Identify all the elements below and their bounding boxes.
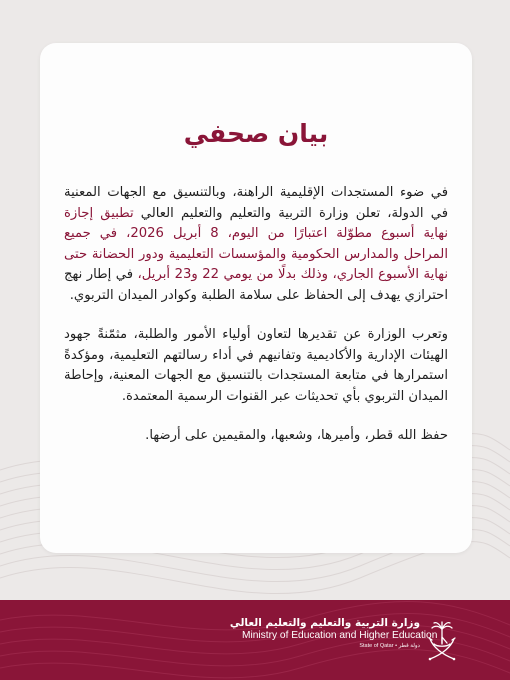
state-label: State of Qatar • دولة قطر	[359, 643, 420, 649]
paragraph-1-intro: في ضوء المستجدات الإقليمية الراهنة، وبالتنسيق مع الجهات المعنية في الدولة، تعلن وزارة التربية والتعليم والتعليم العالي	[64, 185, 448, 221]
paragraph-1-outro: في إطار نهج احترازي يهدف إلى الحفاظ على سلامة الطلبة وكوادر الميدان التربوي.	[64, 267, 448, 303]
qatar-emblem-icon	[426, 619, 458, 663]
page-title: بيان صحفي	[183, 119, 329, 148]
ministry-name-english: Ministry of Education and Higher Education	[242, 630, 438, 641]
ministry-name	[229, 617, 438, 651]
statement-card	[40, 43, 472, 553]
paragraph-1-highlight: تطبيق إجازة نهاية أسبوع مطوّلة اعتبارًا من اليوم، 8 أبريل 2026، في جميع المراحل والمدارس الحكومية والمؤسسات التعليمية ودور الحضانة حتى نهاية الأسبوع الجاري، وذلك بدلًا من يومي 22 و23 أبريل،	[64, 205, 449, 282]
statement-paragraph-2: وتعرب الوزارة عن تقديرها لتعاون أولياء الأمور والطلبة، مثمّنةً جهود الهيئات الإدارية والأكاديمية وتفانيهم في أداء رسالتهم التعليمية، ومؤكدةً استمرارها في متابعة المستجدات بالتنسيق مع الجهات المعنية، وإحاطة الميدان التربوي بأي تحديثات عبر القنوات الرسمية المعتمدة.	[64, 327, 448, 404]
ministry-logo	[229, 617, 458, 665]
statement-body	[64, 183, 448, 466]
statement-paragraph-1	[64, 183, 448, 306]
statement-closing: حفظ الله قطر، وأميرها، وشعبها، والمقيمين على أرضها.	[145, 428, 448, 443]
ministry-name-arabic: وزارة التربية والتعليم والتعليم العالي	[229, 617, 420, 629]
ministry-footer	[0, 600, 510, 680]
